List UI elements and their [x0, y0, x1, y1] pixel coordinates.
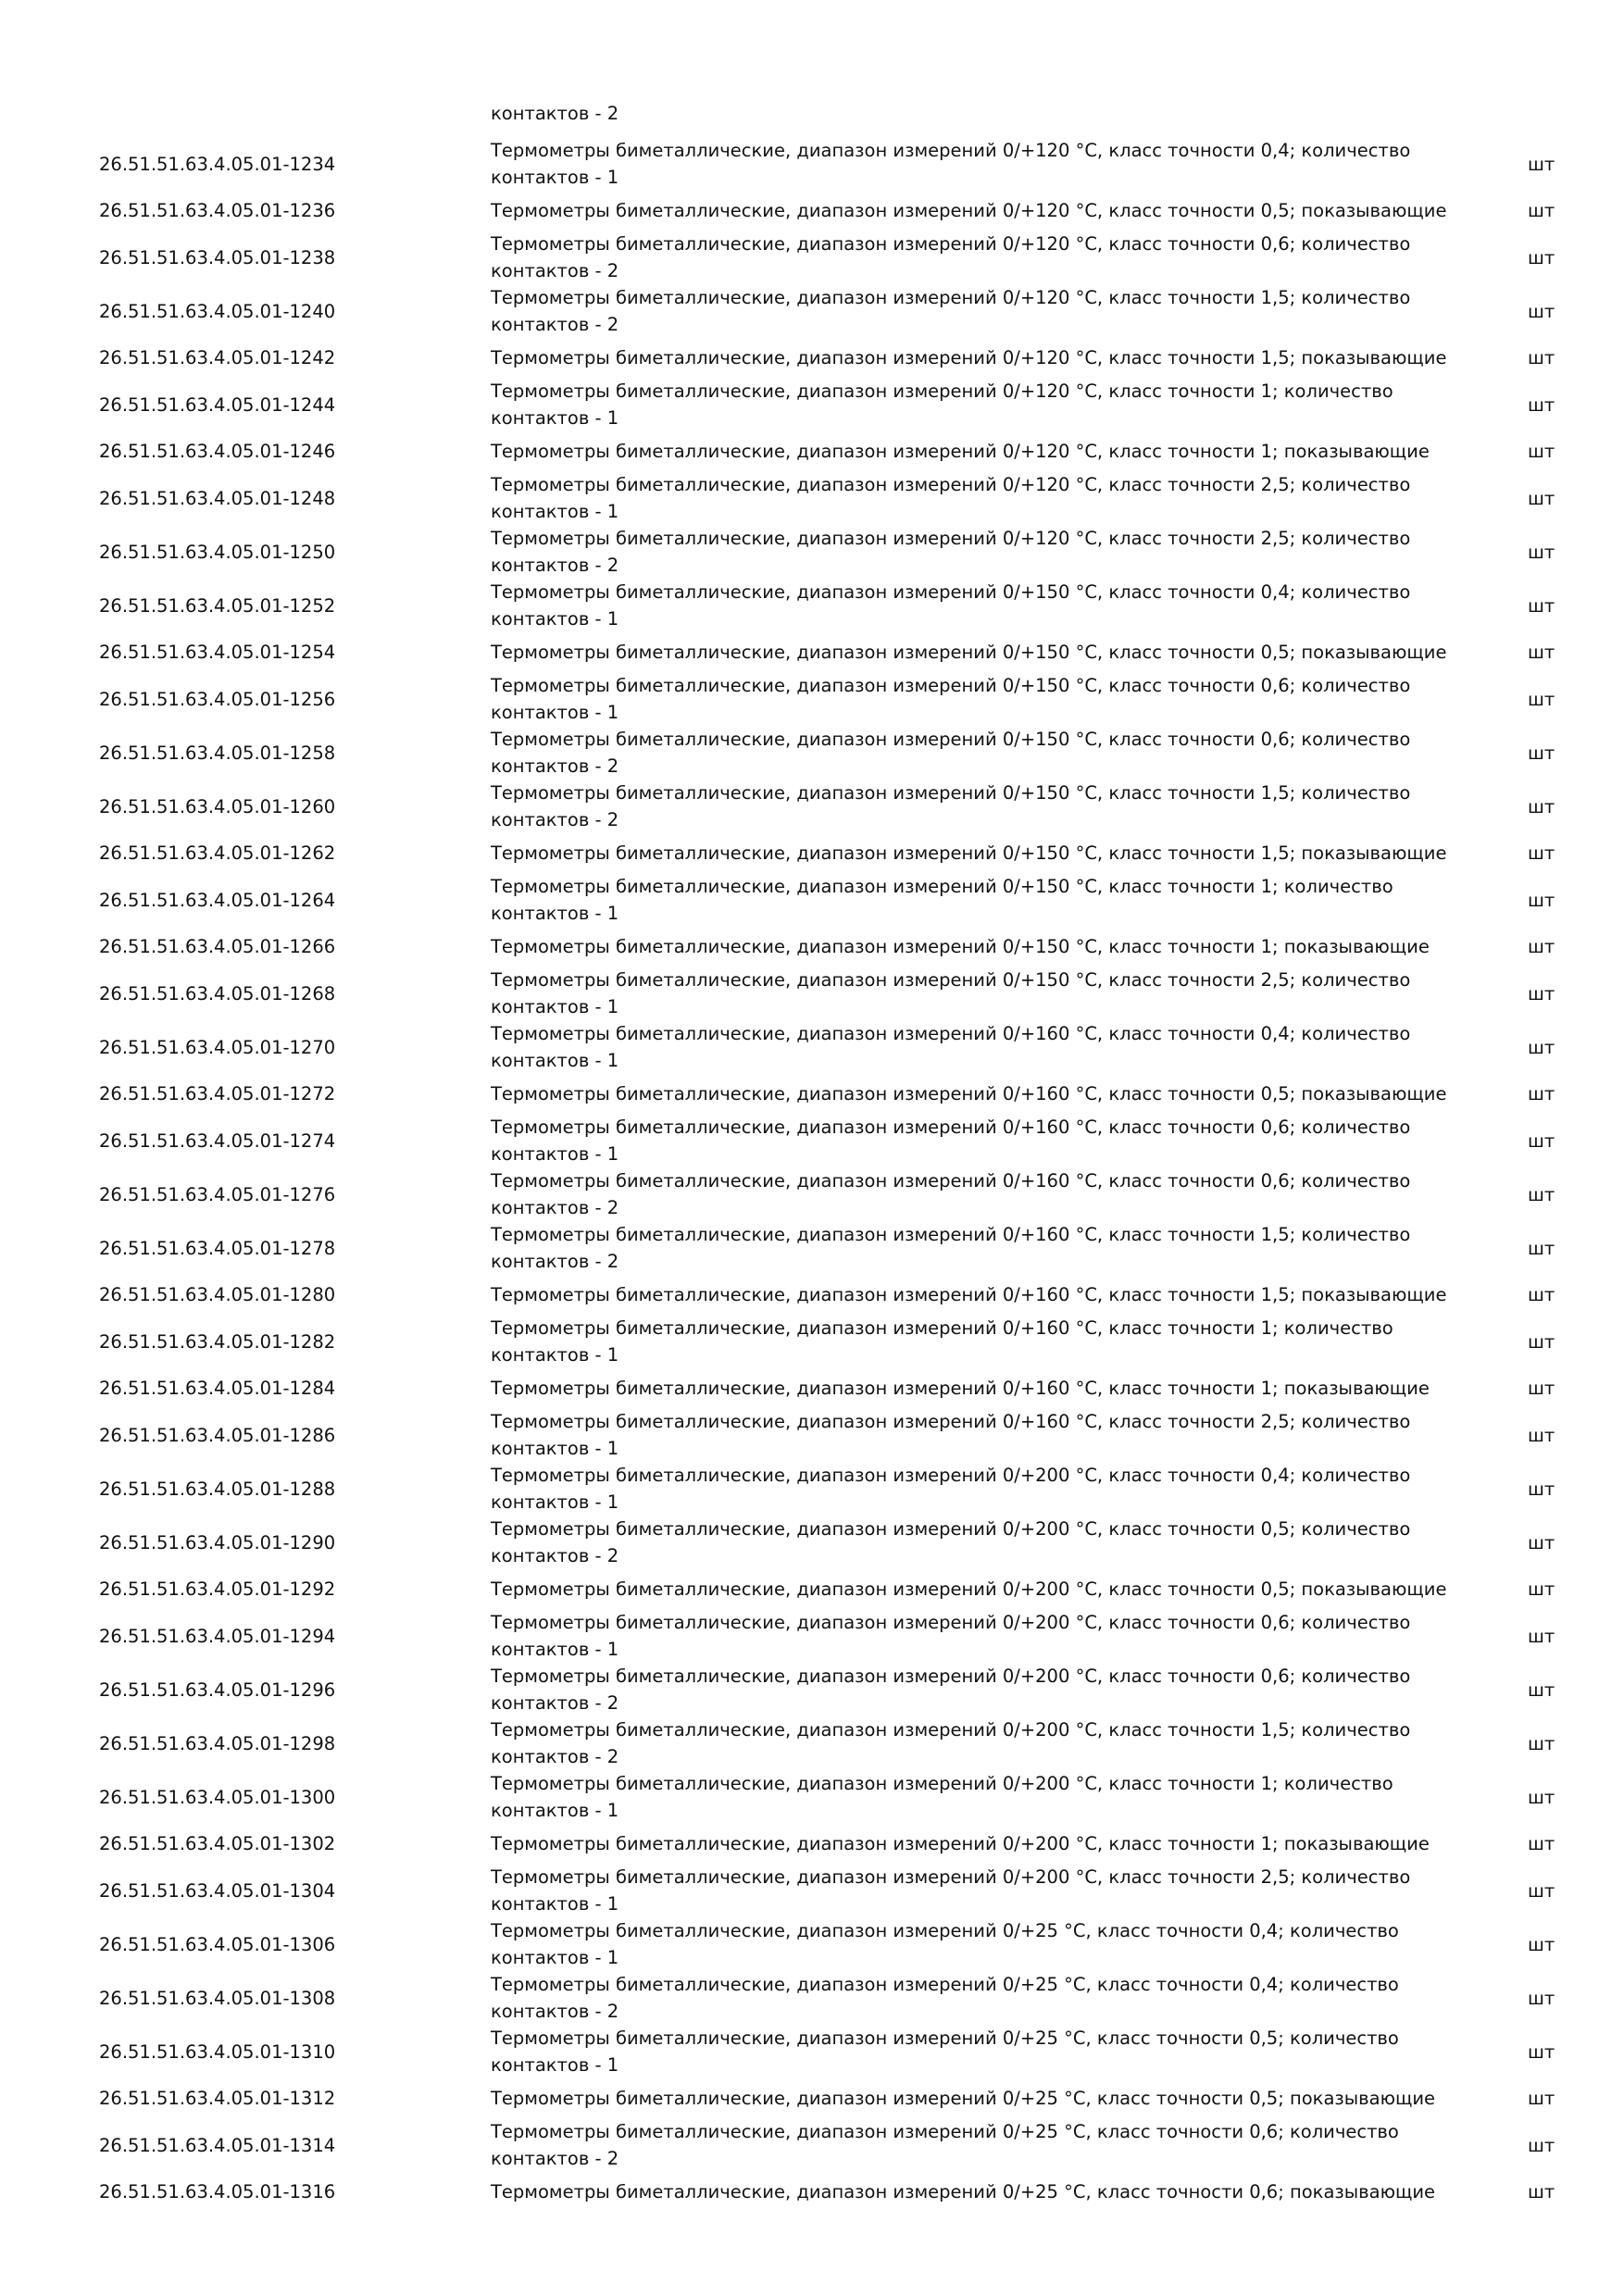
- table-row: [0, 927, 1624, 967]
- resource-description: [491, 525, 1528, 579]
- resource-code: [0, 672, 491, 726]
- unit-of-measure: шт: [1528, 1732, 1555, 1754]
- table-row: [0, 579, 1624, 632]
- resource-code-text: 26.51.51.63.4.05.01-1236: [99, 200, 336, 221]
- description-line-2: контактов - 1: [491, 1344, 619, 1366]
- table-row: [0, 833, 1624, 873]
- resource-description: [491, 1020, 1528, 1074]
- description-line-2: контактов - 1: [491, 1893, 619, 1915]
- table-row: [0, 1221, 1624, 1275]
- resource-code-text: 26.51.51.63.4.05.01-1254: [99, 642, 336, 663]
- description-line-1: Термометры биметаллические, диапазон измерений 0/+120 °С, класс точности 0,6; количество: [491, 233, 1411, 255]
- resource-description: [491, 833, 1528, 873]
- description-line-2: контактов - 2: [491, 1197, 619, 1218]
- resource-description: [491, 1716, 1528, 1770]
- resource-code: [0, 1770, 491, 1824]
- resource-description: [491, 231, 1528, 284]
- description-line-2: контактов - 2: [491, 2148, 619, 2169]
- table-row: [0, 780, 1624, 833]
- description-line-2: контактов - 2: [491, 1251, 619, 1272]
- description-line-1: Термометры биметаллические, диапазон измерений 0/+160 °С, класс точности 1; количество: [491, 1317, 1393, 1339]
- unit-of-measure: шт: [1528, 1531, 1555, 1554]
- resource-description: [491, 927, 1528, 967]
- resource-code-text: 26.51.51.63.4.05.01-1248: [99, 487, 336, 509]
- table-row: [0, 1074, 1624, 1114]
- table-row: [0, 378, 1624, 431]
- resource-code: [0, 833, 491, 873]
- description-line-1: Термометры биметаллические, диапазон измерений 0/+200 °С, класс точности 1; показывающие: [491, 1833, 1430, 1854]
- resource-code-text: 26.51.51.63.4.05.01-1260: [99, 795, 336, 817]
- resource-description: [491, 471, 1528, 525]
- resource-code: [0, 1864, 491, 1917]
- resource-description: [491, 1462, 1528, 1516]
- description-line-2: контактов - 1: [491, 167, 619, 188]
- resource-code: [0, 338, 491, 378]
- unit-of-measure: шт: [1528, 441, 1555, 462]
- unit-of-measure: шт: [1528, 1786, 1555, 1808]
- table-row: [0, 2078, 1624, 2118]
- table-row: [0, 632, 1624, 672]
- description-line-1: Термометры биметаллические, диапазон измерений 0/+150 °С, класс точности 1; показывающие: [491, 936, 1430, 957]
- unit-of-measure: шт: [1528, 1378, 1555, 1399]
- resource-description: [491, 1074, 1528, 1114]
- resource-description: [491, 1569, 1528, 1609]
- resource-description: [491, 2172, 1528, 2212]
- unit-of-measure: шт: [1528, 1933, 1555, 1955]
- description-line-2: контактов - 1: [491, 608, 619, 630]
- table-row: [0, 231, 1624, 284]
- resource-description: [491, 873, 1528, 927]
- description-line-1: Термометры биметаллические, диапазон измерений 0/+120 °С, класс точности 2,5; количество: [491, 528, 1411, 549]
- unit-of-measure: шт: [1528, 200, 1555, 221]
- description-line-1: Термометры биметаллические, диапазон измерений 0/+200 °С, класс точности 0,5; количество: [491, 1518, 1411, 1540]
- description-line-1: Термометры биметаллические, диапазон измерений 0/+200 °С, класс точности 0,6; количество: [491, 1666, 1411, 1687]
- resource-code: [0, 579, 491, 632]
- resource-code-text: 26.51.51.63.4.05.01-1276: [99, 1183, 336, 1205]
- description-line-1: Термометры биметаллические, диапазон измерений 0/+120 °С, класс точности 1; показывающие: [491, 441, 1430, 462]
- description-line-2: контактов - 2: [491, 809, 619, 830]
- description-line-1: Термометры биметаллические, диапазон измерений 0/+120 °С, класс точности 2,5; количество: [491, 474, 1411, 495]
- table-row: [0, 2025, 1624, 2078]
- resource-code: [0, 873, 491, 927]
- unit-of-measure: шт: [1528, 982, 1555, 1004]
- description-line-2: контактов - 1: [491, 1491, 619, 1513]
- description-line-1: Термометры биметаллические, диапазон измерений 0/+25 °С, класс точности 0,6; количество: [491, 2121, 1399, 2142]
- resource-code-text: 26.51.51.63.4.05.01-1312: [99, 2088, 336, 2109]
- resource-code: [0, 1167, 491, 1221]
- description-line-2: контактов - 1: [491, 702, 619, 723]
- resource-description: [491, 338, 1528, 378]
- description-line-1: Термометры биметаллические, диапазон измерений 0/+150 °С, класс точности 1,5; показывающие: [491, 842, 1447, 864]
- resource-code: [0, 2078, 491, 2118]
- resource-description: [491, 431, 1528, 471]
- description-line-2: контактов - 2: [491, 555, 619, 576]
- resource-code-text: 26.51.51.63.4.05.01-1302: [99, 1833, 336, 1854]
- resource-description: [491, 2118, 1528, 2172]
- resource-description: [491, 1971, 1528, 2025]
- resource-code: [0, 1462, 491, 1516]
- table-row: [0, 1569, 1624, 1609]
- resource-code-text: 26.51.51.63.4.05.01-1272: [99, 1083, 336, 1104]
- resource-description: [491, 378, 1528, 431]
- resource-code: [0, 378, 491, 431]
- unit-of-measure: шт: [1528, 1237, 1555, 1259]
- description-line-2: контактов - 2: [491, 1746, 619, 1767]
- description-line-2: контактов - 1: [491, 2054, 619, 2076]
- description-line-2: контактов - 2: [491, 314, 619, 335]
- resource-code-text: 26.51.51.63.4.05.01-1278: [99, 1237, 336, 1259]
- resource-code: [0, 632, 491, 672]
- resource-description: [491, 1368, 1528, 1408]
- unit-of-measure: шт: [1528, 1578, 1555, 1600]
- resource-table-body: [0, 137, 1624, 2212]
- unit-of-measure: шт: [1528, 642, 1555, 663]
- table-row: [0, 726, 1624, 780]
- continuation-line: контактов - 2: [491, 103, 619, 124]
- description-line-1: Термометры биметаллические, диапазон измерений 0/+25 °С, класс точности 0,5; количество: [491, 2028, 1399, 2049]
- resource-code: [0, 2025, 491, 2078]
- table-row: [0, 1275, 1624, 1315]
- resource-code-text: 26.51.51.63.4.05.01-1308: [99, 1987, 336, 2009]
- resource-code: [0, 1368, 491, 1408]
- description-line-1: Термометры биметаллические, диапазон измерений 0/+150 °С, класс точности 0,5; показывающие: [491, 642, 1447, 663]
- table-row: [0, 137, 1624, 191]
- description-line-1: Термометры биметаллические, диапазон измерений 0/+120 °С, класс точности 0,4; количество: [491, 140, 1411, 161]
- resource-description: [491, 672, 1528, 726]
- description-line-1: Термометры биметаллические, диапазон измерений 0/+25 °С, класс точности 0,6; показывающие: [491, 2181, 1436, 2202]
- unit-of-measure: шт: [1528, 153, 1555, 175]
- unit-of-measure: шт: [1528, 2134, 1555, 2156]
- resource-code: [0, 2172, 491, 2212]
- unit-of-measure: шт: [1528, 1424, 1555, 1446]
- resource-code-text: 26.51.51.63.4.05.01-1234: [99, 153, 336, 175]
- resource-code-text: 26.51.51.63.4.05.01-1280: [99, 1284, 336, 1305]
- resource-description: [491, 1275, 1528, 1315]
- resource-description: [491, 579, 1528, 632]
- table-row: [0, 1663, 1624, 1716]
- resource-code-text: 26.51.51.63.4.05.01-1290: [99, 1531, 336, 1554]
- resource-code: [0, 1114, 491, 1167]
- resource-code: [0, 191, 491, 231]
- description-line-2: контактов - 1: [491, 1143, 619, 1165]
- table-row: [0, 1609, 1624, 1663]
- description-line-1: Термометры биметаллические, диапазон измерений 0/+200 °С, класс точности 0,6; количество: [491, 1612, 1411, 1633]
- resource-code: [0, 1917, 491, 1971]
- description-line-2: контактов - 1: [491, 1050, 619, 1071]
- description-line-1: Термометры биметаллические, диапазон измерений 0/+200 °С, класс точности 1,5; количество: [491, 1719, 1411, 1741]
- table-row: [0, 1167, 1624, 1221]
- description-line-1: Термометры биметаллические, диапазон измерений 0/+160 °С, класс точности 0,6; количество: [491, 1170, 1411, 1192]
- unit-of-measure: шт: [1528, 541, 1555, 563]
- description-line-1: Термометры биметаллические, диапазон измерений 0/+120 °С, класс точности 1,5; показывающие: [491, 347, 1447, 368]
- description-line-1: Термометры биметаллические, диапазон измерений 0/+200 °С, класс точности 0,4; количество: [491, 1465, 1411, 1486]
- description-line-2: контактов - 1: [491, 1639, 619, 1660]
- table-row: [0, 2172, 1624, 2212]
- description-line-1: Термометры биметаллические, диапазон измерений 0/+160 °С, класс точности 1,5; показывающие: [491, 1284, 1447, 1305]
- resource-code: [0, 1275, 491, 1315]
- resource-code-text: 26.51.51.63.4.05.01-1244: [99, 393, 336, 416]
- description-line-1: Термометры биметаллические, диапазон измерений 0/+160 °С, класс точности 2,5; количество: [491, 1411, 1411, 1432]
- unit-of-measure: шт: [1528, 1036, 1555, 1058]
- resource-description: [491, 1917, 1528, 1971]
- table-row: [0, 1114, 1624, 1167]
- resource-description: [491, 2025, 1528, 2078]
- description-line-2: контактов - 2: [491, 2001, 619, 2022]
- description-line-2: контактов - 2: [491, 1545, 619, 1566]
- unit-of-measure: шт: [1528, 1478, 1555, 1500]
- description-line-1: Термометры биметаллические, диапазон измерений 0/+150 °С, класс точности 0,6; количество: [491, 729, 1411, 750]
- resource-description: [491, 1609, 1528, 1663]
- description-line-2: контактов - 1: [491, 1800, 619, 1821]
- resource-code: [0, 471, 491, 525]
- description-line-1: Термометры биметаллические, диапазон измерений 0/+120 °С, класс точности 1; количество: [491, 381, 1393, 402]
- resource-code-text: 26.51.51.63.4.05.01-1304: [99, 1879, 336, 1902]
- table-row: [0, 1368, 1624, 1408]
- resource-code-text: 26.51.51.63.4.05.01-1246: [99, 441, 336, 462]
- table-row: [0, 1917, 1624, 1971]
- unit-of-measure: шт: [1528, 1083, 1555, 1104]
- table-row: [0, 471, 1624, 525]
- description-line-1: Термометры биметаллические, диапазон измерений 0/+25 °С, класс точности 0,4; количество: [491, 1920, 1399, 1941]
- resource-code: [0, 431, 491, 471]
- table-row: [0, 1716, 1624, 1770]
- resource-code: [0, 967, 491, 1020]
- description-line-2: контактов - 1: [491, 501, 619, 522]
- resource-code: [0, 1824, 491, 1864]
- resource-description: [491, 632, 1528, 672]
- resource-code-text: 26.51.51.63.4.05.01-1256: [99, 688, 336, 710]
- table-row: [0, 1516, 1624, 1569]
- resource-description: [491, 1516, 1528, 1569]
- unit-of-measure: шт: [1528, 300, 1555, 322]
- description-line-2: контактов - 2: [491, 1692, 619, 1714]
- resource-code: [0, 1971, 491, 2025]
- unit-of-measure: шт: [1528, 795, 1555, 817]
- resource-table: [0, 137, 1624, 2212]
- resource-code-text: 26.51.51.63.4.05.01-1274: [99, 1129, 336, 1152]
- unit-of-measure: шт: [1528, 1987, 1555, 2009]
- description-line-1: Термометры биметаллические, диапазон измерений 0/+150 °С, класс точности 1,5; количество: [491, 782, 1411, 804]
- resource-code-text: 26.51.51.63.4.05.01-1298: [99, 1732, 336, 1754]
- unit-of-measure: шт: [1528, 889, 1555, 911]
- resource-code: [0, 137, 491, 191]
- resource-code-text: 26.51.51.63.4.05.01-1250: [99, 541, 336, 563]
- description-line-1: Термометры биметаллические, диапазон измерений 0/+160 °С, класс точности 0,6; количество: [491, 1117, 1411, 1138]
- resource-code: [0, 1609, 491, 1663]
- resource-code: [0, 927, 491, 967]
- description-line-1: Термометры биметаллические, диапазон измерений 0/+150 °С, класс точности 2,5; количество: [491, 969, 1411, 991]
- resource-description: [491, 191, 1528, 231]
- description-line-1: Термометры биметаллические, диапазон измерений 0/+200 °С, класс точности 1; количество: [491, 1773, 1393, 1794]
- description-line-1: Термометры биметаллические, диапазон измерений 0/+200 °С, класс точности 0,5; показывающие: [491, 1578, 1447, 1600]
- resource-code-text: 26.51.51.63.4.05.01-1284: [99, 1378, 336, 1399]
- resource-code-text: 26.51.51.63.4.05.01-1242: [99, 347, 336, 368]
- table-row: [0, 1971, 1624, 2025]
- resource-code-text: 26.51.51.63.4.05.01-1264: [99, 889, 336, 911]
- resource-code-text: 26.51.51.63.4.05.01-1258: [99, 742, 336, 764]
- unit-of-measure: шт: [1528, 1625, 1555, 1647]
- resource-description: [491, 780, 1528, 833]
- unit-of-measure: шт: [1528, 2088, 1555, 2109]
- unit-of-measure: шт: [1528, 1833, 1555, 1854]
- resource-code: [0, 284, 491, 338]
- resource-description: [491, 1770, 1528, 1824]
- resource-code: [0, 525, 491, 579]
- table-row: [0, 431, 1624, 471]
- resource-code: [0, 1408, 491, 1462]
- table-row: [0, 1864, 1624, 1917]
- resource-description: [491, 137, 1528, 191]
- unit-of-measure: шт: [1528, 393, 1555, 416]
- table-row: [0, 1770, 1624, 1824]
- resource-code-text: 26.51.51.63.4.05.01-1270: [99, 1036, 336, 1058]
- table-row: [0, 1315, 1624, 1368]
- resource-code-text: 26.51.51.63.4.05.01-1306: [99, 1933, 336, 1955]
- description-line-1: Термометры биметаллические, диапазон измерений 0/+160 °С, класс точности 0,5; показывающие: [491, 1083, 1447, 1104]
- resource-code: [0, 231, 491, 284]
- unit-of-measure: шт: [1528, 936, 1555, 957]
- description-line-1: Термометры биметаллические, диапазон измерений 0/+150 °С, класс точности 0,4; количество: [491, 581, 1411, 603]
- description-line-1: Термометры биметаллические, диапазон измерений 0/+25 °С, класс точности 0,5; показывающие: [491, 2088, 1436, 2109]
- resource-code-text: 26.51.51.63.4.05.01-1296: [99, 1678, 336, 1701]
- description-line-1: Термометры биметаллические, диапазон измерений 0/+120 °С, класс точности 1,5; количество: [491, 287, 1411, 308]
- resource-code-text: 26.51.51.63.4.05.01-1268: [99, 982, 336, 1004]
- resource-code: [0, 1716, 491, 1770]
- description-line-1: Термометры биметаллические, диапазон измерений 0/+160 °С, класс точности 1,5; количество: [491, 1224, 1411, 1245]
- resource-code-text: 26.51.51.63.4.05.01-1282: [99, 1330, 336, 1353]
- unit-of-measure: шт: [1528, 2181, 1555, 2202]
- resource-code: [0, 1221, 491, 1275]
- description-line-1: Термометры биметаллические, диапазон измерений 0/+150 °С, класс точности 0,6; количество: [491, 675, 1411, 696]
- table-row: [0, 191, 1624, 231]
- resource-code-text: 26.51.51.63.4.05.01-1314: [99, 2134, 336, 2156]
- table-row: [0, 873, 1624, 927]
- unit-of-measure: шт: [1528, 1129, 1555, 1152]
- resource-code: [0, 1516, 491, 1569]
- resource-code-text: 26.51.51.63.4.05.01-1262: [99, 842, 336, 864]
- resource-code: [0, 1315, 491, 1368]
- description-line-2: контактов - 1: [491, 903, 619, 924]
- description-line-2: контактов - 1: [491, 407, 619, 429]
- unit-of-measure: шт: [1528, 1678, 1555, 1701]
- resource-description: [491, 1408, 1528, 1462]
- unit-of-measure: шт: [1528, 487, 1555, 509]
- resource-description: [491, 284, 1528, 338]
- description-line-2: контактов - 2: [491, 260, 619, 281]
- description-line-1: Термометры биметаллические, диапазон измерений 0/+200 °С, класс точности 2,5; количество: [491, 1866, 1411, 1888]
- table-row: [0, 1462, 1624, 1516]
- description-line-1: Термометры биметаллические, диапазон измерений 0/+150 °С, класс точности 1; количество: [491, 876, 1393, 897]
- table-row: [0, 1824, 1624, 1864]
- resource-code-text: 26.51.51.63.4.05.01-1252: [99, 594, 336, 617]
- table-row: [0, 284, 1624, 338]
- resource-description: [491, 2078, 1528, 2118]
- resource-code-text: 26.51.51.63.4.05.01-1286: [99, 1424, 336, 1446]
- unit-of-measure: шт: [1528, 1284, 1555, 1305]
- resource-code-text: 26.51.51.63.4.05.01-1294: [99, 1625, 336, 1647]
- description-line-2: контактов - 2: [491, 755, 619, 777]
- resource-code-text: 26.51.51.63.4.05.01-1288: [99, 1478, 336, 1500]
- resource-description: [491, 726, 1528, 780]
- resource-description: [491, 967, 1528, 1020]
- table-row: [0, 525, 1624, 579]
- unit-of-measure: шт: [1528, 842, 1555, 864]
- unit-of-measure: шт: [1528, 2040, 1555, 2063]
- unit-of-measure: шт: [1528, 1183, 1555, 1205]
- unit-of-measure: шт: [1528, 594, 1555, 617]
- resource-description: [491, 1824, 1528, 1864]
- description-line-2: контактов - 1: [491, 1438, 619, 1459]
- description-line-1: Термометры биметаллические, диапазон измерений 0/+160 °С, класс точности 0,4; количество: [491, 1023, 1411, 1044]
- resource-description: [491, 1221, 1528, 1275]
- description-line-2: контактов - 1: [491, 1947, 619, 1968]
- resource-description: [491, 1114, 1528, 1167]
- resource-code: [0, 726, 491, 780]
- unit-of-measure: шт: [1528, 688, 1555, 710]
- resource-code: [0, 1663, 491, 1716]
- unit-of-measure: шт: [1528, 1330, 1555, 1353]
- unit-of-measure: шт: [1528, 347, 1555, 368]
- resource-description: [491, 1167, 1528, 1221]
- table-row: [0, 672, 1624, 726]
- table-row: [0, 967, 1624, 1020]
- resource-description: [491, 1315, 1528, 1368]
- unit-of-measure: шт: [1528, 1879, 1555, 1902]
- resource-code: [0, 780, 491, 833]
- resource-code-text: 26.51.51.63.4.05.01-1292: [99, 1578, 336, 1600]
- unit-of-measure: шт: [1528, 246, 1555, 268]
- description-line-1: Термометры биметаллические, диапазон измерений 0/+160 °С, класс точности 1; показывающие: [491, 1378, 1430, 1399]
- table-row: [0, 338, 1624, 378]
- resource-code: [0, 1569, 491, 1609]
- resource-description: [491, 1864, 1528, 1917]
- resource-code-text: 26.51.51.63.4.05.01-1238: [99, 246, 336, 268]
- resource-code: [0, 2118, 491, 2172]
- resource-description: [491, 1663, 1528, 1716]
- resource-code-text: 26.51.51.63.4.05.01-1310: [99, 2040, 336, 2063]
- resource-code-text: 26.51.51.63.4.05.01-1316: [99, 2181, 336, 2202]
- table-row: [0, 2118, 1624, 2172]
- resource-code: [0, 1020, 491, 1074]
- resource-code: [0, 1074, 491, 1114]
- description-line-1: Термометры биметаллические, диапазон измерений 0/+120 °С, класс точности 0,5; показывающие: [491, 200, 1447, 221]
- description-line-2: контактов - 1: [491, 996, 619, 1017]
- resource-code-text: 26.51.51.63.4.05.01-1266: [99, 936, 336, 957]
- resource-code-text: 26.51.51.63.4.05.01-1240: [99, 300, 336, 322]
- table-row: [0, 1020, 1624, 1074]
- description-line-1: Термометры биметаллические, диапазон измерений 0/+25 °С, класс точности 0,4; количество: [491, 1974, 1399, 1995]
- table-row: [0, 1408, 1624, 1462]
- resource-code-text: 26.51.51.63.4.05.01-1300: [99, 1786, 336, 1808]
- unit-of-measure: шт: [1528, 742, 1555, 764]
